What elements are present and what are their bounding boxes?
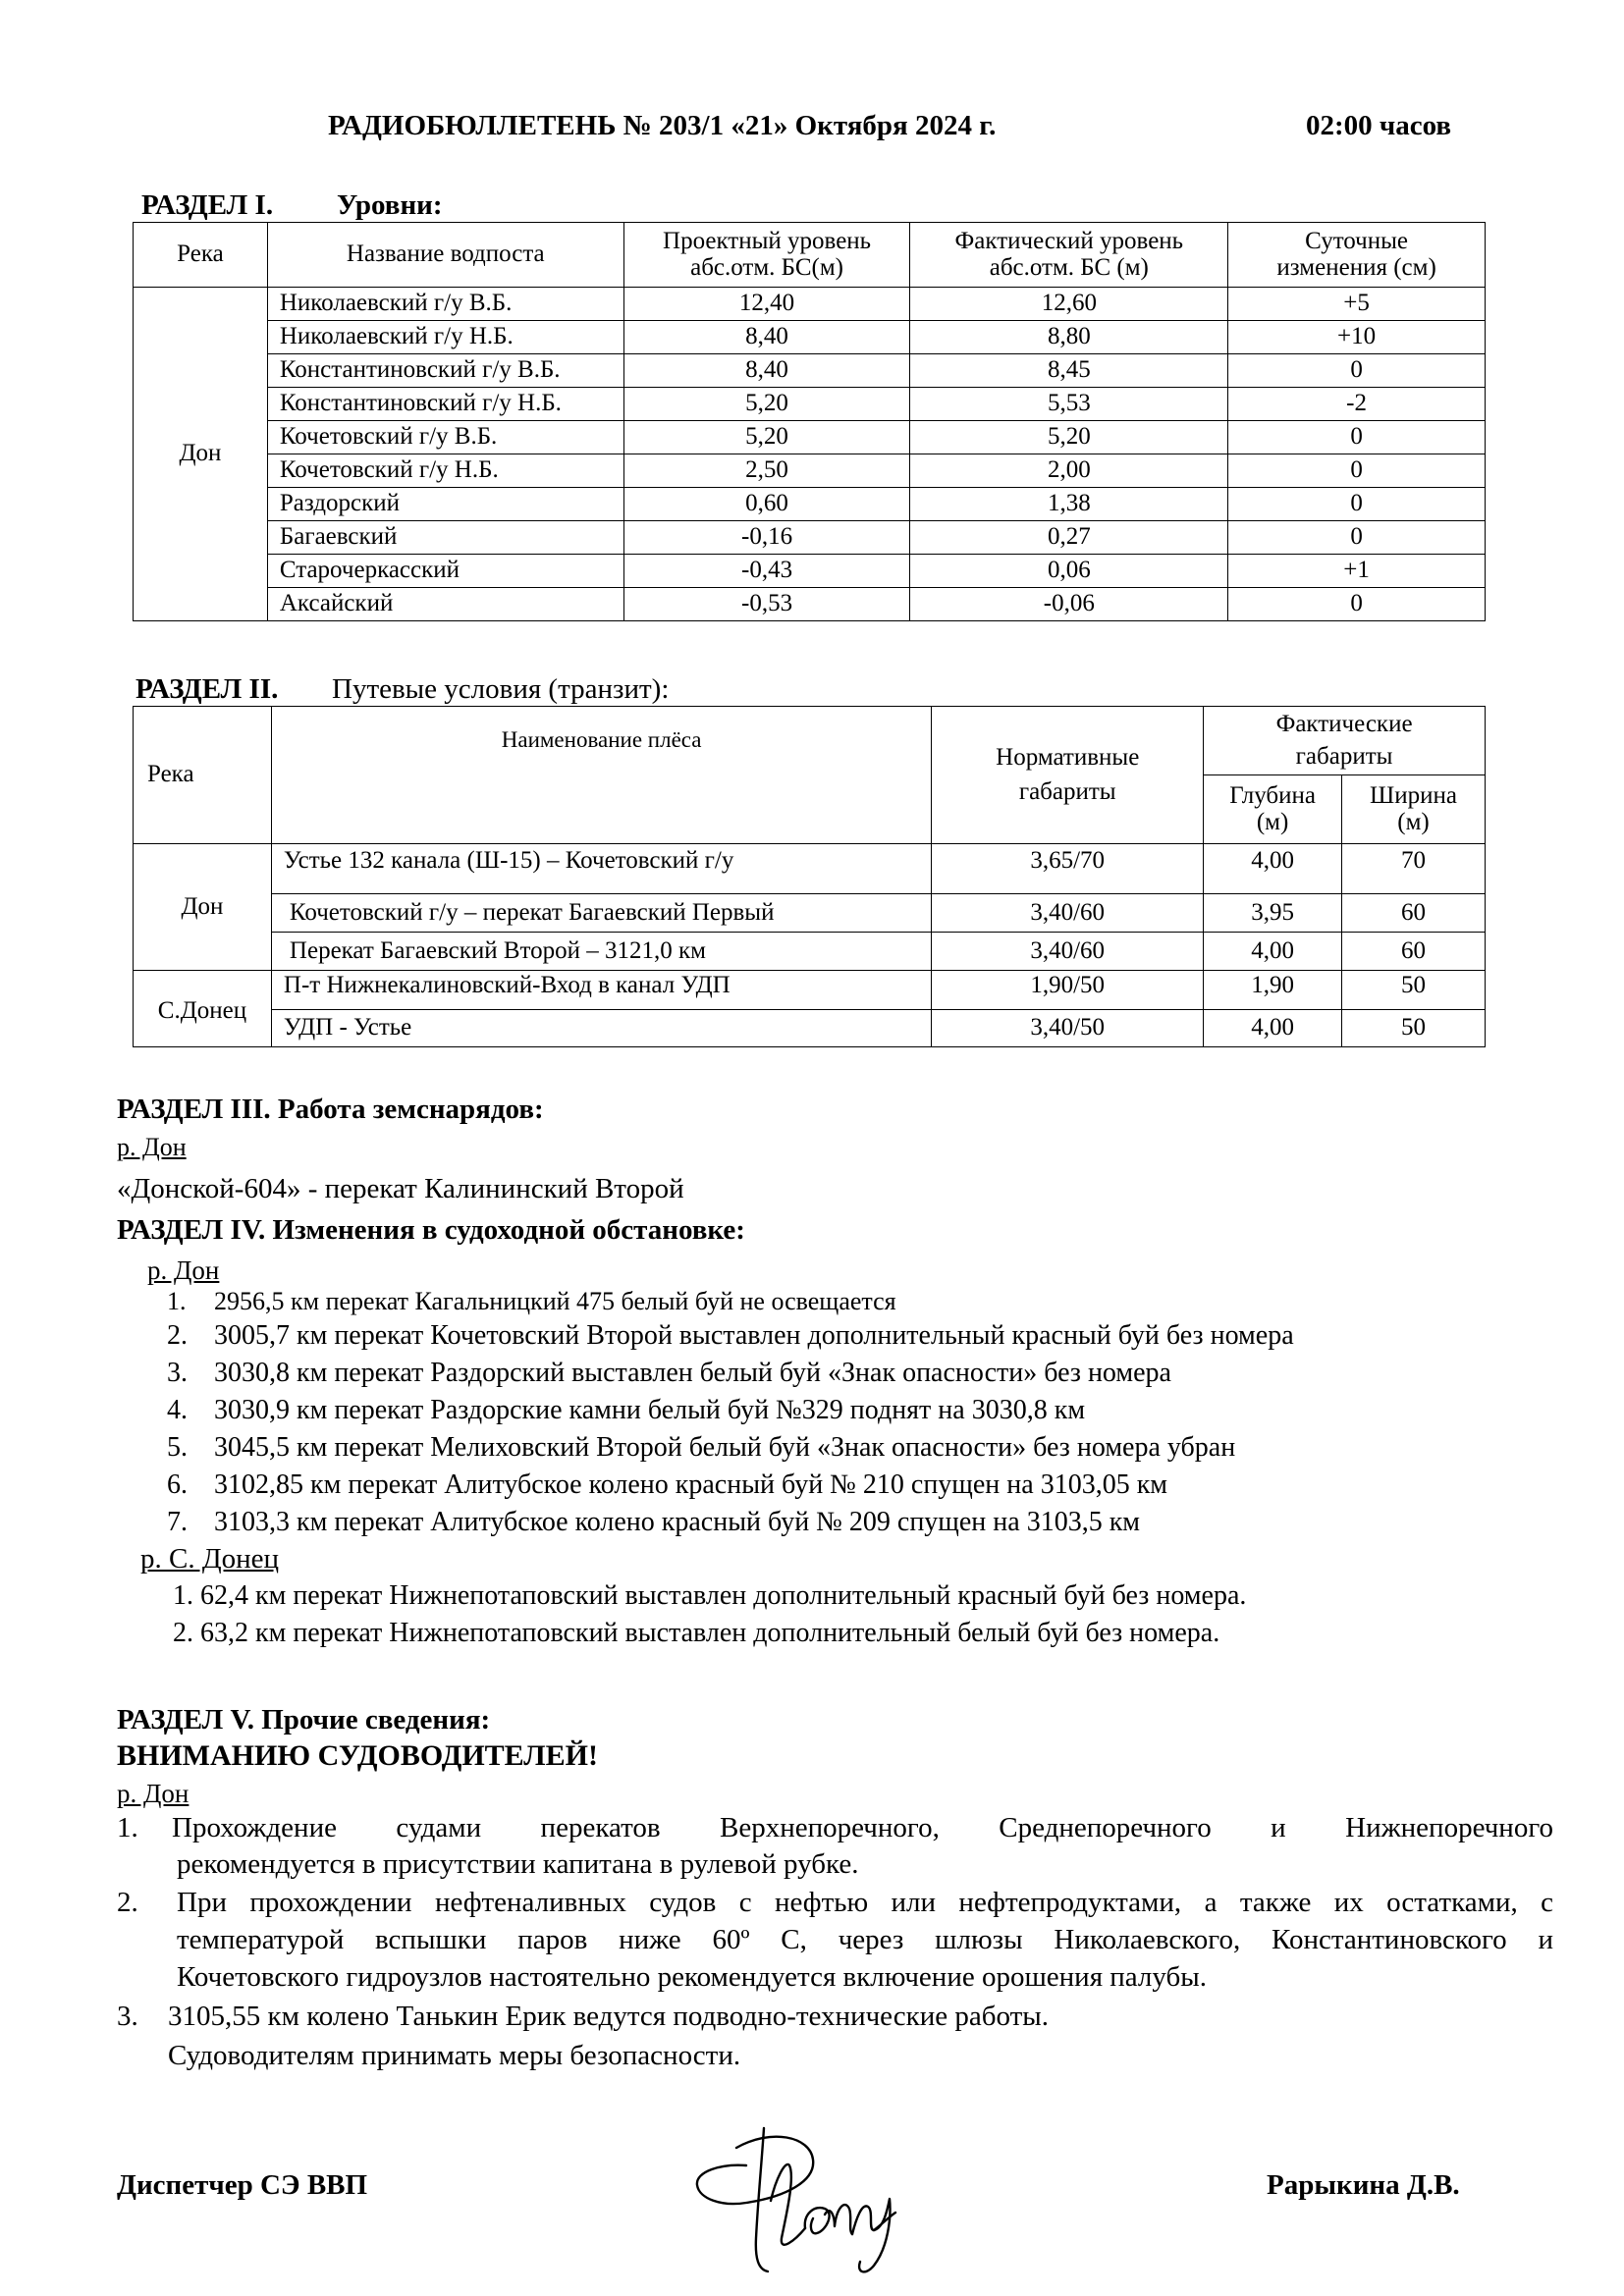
list-item-number: 3. [167, 1358, 188, 1388]
table-row [134, 555, 1486, 588]
notice-3-number: 3. [117, 2001, 138, 2032]
daily-change: 0 [1228, 354, 1486, 388]
daily-change: +5 [1228, 288, 1486, 321]
section4-heading: РАЗДЕЛ IV. Изменения в судоходной обстановке: [117, 1214, 745, 1246]
list-item [167, 1507, 188, 1538]
reach-name: Устье 132 канала (Ш-15) – Кочетовский г/у [271, 844, 931, 894]
projected-level: 5,20 [623, 421, 910, 454]
table-row [134, 521, 1486, 555]
header-actual-line2: габариты [1295, 742, 1393, 770]
actual-width: 60 [1342, 894, 1486, 933]
actual-width: 50 [1342, 1010, 1486, 1047]
list-item-number: 6. [167, 1469, 188, 1500]
section5-river: р. Дон [117, 1779, 189, 1808]
list-item-number: 2. [167, 1320, 188, 1351]
header-norm-dims [932, 707, 1204, 844]
river-name: Дон [134, 844, 272, 971]
section2-heading-title: Путевые условия (транзит): [332, 673, 670, 705]
notice-1-line1: Прохождение судами перекатов Верхнепоречного, Среднепоречного и Нижнепоречного [172, 1812, 1553, 1843]
table-row [134, 488, 1486, 521]
actual-depth: 1,90 [1204, 971, 1342, 1010]
table-row [134, 321, 1486, 354]
list-item-text: 2956,5 км перекат Кагальницкий 475 белый буй не освещается [214, 1287, 896, 1315]
actual-level: -0,06 [910, 588, 1228, 621]
actual-width: 60 [1342, 933, 1486, 971]
list-item-number: 4. [167, 1395, 188, 1425]
header-actual-line2: абс.отм. БС (м) [989, 253, 1149, 281]
notice-3-line2: Судоводителям принимать меры безопасности. [168, 2040, 741, 2071]
projected-level: 2,50 [623, 454, 910, 488]
list-item-text: 3102,85 км перекат Алитубское колено красный буй № 210 спущен на 3103,05 км [214, 1469, 1168, 1500]
actual-depth: 3,95 [1204, 894, 1342, 933]
header-width [1342, 775, 1486, 844]
station-name: Раздорский [267, 488, 623, 521]
notice-2-line2: температурой вспышки паров ниже 60º С, через шлюзы Николаевского, Константиновского и [177, 1924, 1553, 1955]
list-item-number: 5. [167, 1432, 188, 1463]
header-norm-line1: Нормативные [996, 744, 1140, 772]
notice-3-line1: 3105,55 км колено Танькин Ерик ведутся подводно-технические работы. [168, 2001, 1050, 2032]
daily-change: 0 [1228, 588, 1486, 621]
projected-level: 8,40 [623, 321, 910, 354]
daily-change: 0 [1228, 521, 1486, 555]
attention-heading: ВНИМАНИЮ СУДОВОДИТЕЛЕЙ! [117, 1739, 598, 1772]
reach-name: Кочетовский г/у – перекат Багаевский Первый [271, 894, 931, 933]
section3-river: р. Дон [117, 1133, 187, 1161]
actual-depth: 4,00 [1204, 844, 1342, 894]
projected-level: 5,20 [623, 388, 910, 421]
bulletin-title: РАДИОБЮЛЛЕТЕНЬ № 203/1 «21» Октября 2024 г. [328, 110, 997, 141]
list-item-text: 3045,5 км перекат Мелиховский Второй белый буй «Знак опасности» без номера убран [214, 1432, 1236, 1463]
section3-dredger: «Донской-604» - перекат Калининский Второй [117, 1173, 684, 1204]
list-item-text: 3030,9 км перекат Раздорские камни белый буй №329 поднят на 3030,8 км [214, 1395, 1086, 1425]
table-row [134, 933, 1486, 971]
list-item: 2. 63,2 км перекат Нижнепотаповский выставлен дополнительный белый буй без номера. [173, 1618, 1220, 1648]
section4-river-don: р. Дон [147, 1255, 220, 1285]
norm-dims: 3,40/50 [932, 1010, 1204, 1047]
station-name: Аксайский [267, 588, 623, 621]
header-depth-line2: (м) [1256, 808, 1289, 835]
actual-level: 5,53 [910, 388, 1228, 421]
actual-level: 0,06 [910, 555, 1228, 588]
notice-1-number: 1. [117, 1812, 138, 1843]
daily-change: 0 [1228, 454, 1486, 488]
header-actual-line1: Фактические [1275, 711, 1413, 738]
notice-2-number: 2. [117, 1887, 138, 1918]
levels-table [133, 222, 1486, 621]
header-depth [1204, 775, 1342, 844]
header-width-line1: Ширина [1370, 782, 1457, 810]
section5-heading: РАЗДЕЛ V. Прочие сведения: [117, 1704, 491, 1735]
list-item [167, 1395, 188, 1426]
station-name: Старочеркасский [267, 555, 623, 588]
station-name: Кочетовский г/у Н.Б. [267, 454, 623, 488]
projected-level: 8,40 [623, 354, 910, 388]
actual-width: 70 [1342, 844, 1486, 894]
header-station: Название водпоста [267, 223, 623, 288]
table-row [134, 354, 1486, 388]
table-row [134, 894, 1486, 933]
header-projected-line1: Проектный уровень [663, 228, 872, 255]
notice-2-line1: При прохождении нефтеналивных судов с нефтью или нефтепродуктами, а также их остатками, с [177, 1887, 1553, 1918]
table-row [134, 844, 1486, 894]
header-change [1228, 223, 1486, 288]
signature [687, 2120, 943, 2282]
norm-dims: 3,40/60 [932, 894, 1204, 933]
projected-level: -0,16 [623, 521, 910, 555]
reach-name: П-т Нижнекалиновский-Вход в канал УДП [271, 971, 931, 1010]
norm-dims: 3,40/60 [932, 933, 1204, 971]
station-name: Константиновский г/у В.Б. [267, 354, 623, 388]
river-name: Дон [134, 288, 268, 621]
header-norm-line2: габариты [1018, 777, 1116, 805]
header-actual-dims [1204, 707, 1486, 775]
actual-width: 50 [1342, 971, 1486, 1010]
projected-level: -0,43 [623, 555, 910, 588]
table-row [134, 588, 1486, 621]
actual-level: 0,27 [910, 521, 1228, 555]
table-row [134, 388, 1486, 421]
table-row [134, 454, 1486, 488]
route-conditions-table [133, 706, 1486, 1047]
section3-heading: РАЗДЕЛ III. Работа земснарядов: [117, 1094, 544, 1125]
actual-depth: 4,00 [1204, 1010, 1342, 1047]
actual-level: 12,60 [910, 288, 1228, 321]
list-item [167, 1358, 188, 1389]
projected-level: 0,60 [623, 488, 910, 521]
dispatcher-title: Диспетчер СЭ ВВП [117, 2169, 368, 2201]
actual-level: 5,20 [910, 421, 1228, 454]
norm-dims: 1,90/50 [932, 971, 1204, 1010]
table-row [134, 421, 1486, 454]
norm-dims: 3,65/70 [932, 844, 1204, 894]
section4-river-donets: р. С. Донец [140, 1543, 280, 1575]
actual-level: 8,80 [910, 321, 1228, 354]
reach-name: Перекат Багаевский Второй – 3121,0 км [271, 933, 931, 971]
header-projected [623, 223, 910, 288]
projected-level: 12,40 [623, 288, 910, 321]
header-change-line1: Суточные [1305, 228, 1409, 255]
station-name: Николаевский г/у Н.Б. [267, 321, 623, 354]
bulletin-time: 02:00 часов [1306, 110, 1452, 141]
list-item: 1. 62,4 км перекат Нижнепотаповский выставлен дополнительный красный буй без номера. [173, 1580, 1247, 1611]
header-depth-line1: Глубина [1229, 782, 1316, 810]
header-width-line2: (м) [1397, 808, 1430, 835]
list-item-text: 3103,3 км перекат Алитубское колено красный буй № 209 спущен на 3103,5 км [214, 1507, 1141, 1537]
header-actual [910, 223, 1228, 288]
list-item [167, 1287, 187, 1316]
section1-heading-num: РАЗДЕЛ I. [141, 189, 274, 221]
section2-heading-num: РАЗДЕЛ II. [135, 673, 279, 705]
notice-2-line3: Кочетовского гидроузлов настоятельно рекомендуется включение орошения палубы. [177, 1961, 1208, 1993]
list-item-text: 3030,8 км перекат Раздорский выставлен белый буй «Знак опасности» без номера [214, 1358, 1171, 1388]
table-row [134, 288, 1486, 321]
list-item-number: 1. [167, 1287, 187, 1315]
list-item [167, 1432, 188, 1464]
actual-level: 1,38 [910, 488, 1228, 521]
header-river: Река [134, 707, 272, 844]
actual-level: 2,00 [910, 454, 1228, 488]
daily-change: 0 [1228, 488, 1486, 521]
list-item-text: 3005,7 км перекат Кочетовский Второй выставлен дополнительный красный буй без номера [214, 1320, 1294, 1351]
projected-level: -0,53 [623, 588, 910, 621]
notice-1-line2: рекомендуется в присутствии капитана в рулевой рубке. [177, 1848, 859, 1880]
header-river: Река [134, 223, 268, 288]
daily-change: -2 [1228, 388, 1486, 421]
header-projected-line2: абс.отм. БС(м) [690, 253, 844, 281]
list-item [167, 1469, 188, 1501]
daily-change: +10 [1228, 321, 1486, 354]
actual-level: 8,45 [910, 354, 1228, 388]
dispatcher-name: Рарыкина Д.В. [1267, 2169, 1460, 2201]
reach-name: УДП - Устье [271, 1010, 931, 1047]
header-actual-line1: Фактический уровень [954, 228, 1184, 255]
section1-heading-title: Уровни: [337, 189, 443, 221]
list-item-number: 7. [167, 1507, 188, 1537]
header-reach-name: Наименование плёса [271, 707, 931, 844]
station-name: Багаевский [267, 521, 623, 555]
table-row [134, 1010, 1486, 1047]
station-name: Константиновский г/у Н.Б. [267, 388, 623, 421]
river-name: С.Донец [134, 971, 272, 1047]
table-row [134, 971, 1486, 1010]
daily-change: 0 [1228, 421, 1486, 454]
station-name: Николаевский г/у В.Б. [267, 288, 623, 321]
daily-change: +1 [1228, 555, 1486, 588]
list-item [167, 1320, 188, 1352]
header-change-line2: изменения (см) [1276, 253, 1436, 281]
station-name: Кочетовский г/у В.Б. [267, 421, 623, 454]
actual-depth: 4,00 [1204, 933, 1342, 971]
